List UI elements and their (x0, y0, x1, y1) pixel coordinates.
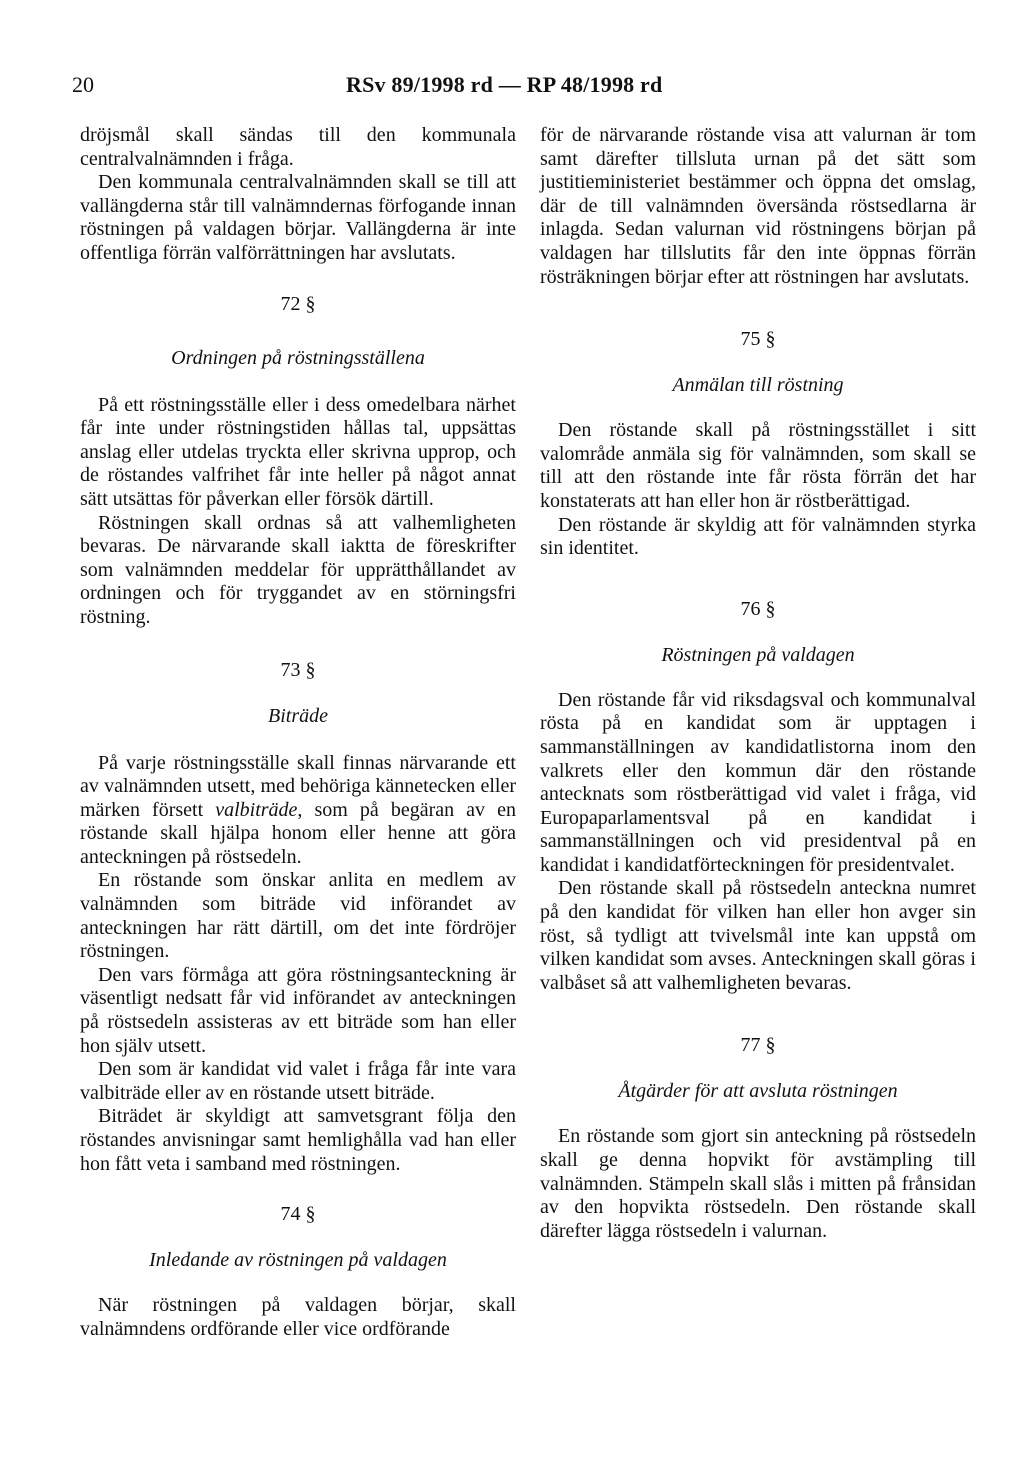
right-column (540, 124, 976, 1243)
section-title-76: Röstningen på valdagen (661, 643, 855, 666)
section-73-paragraph: Biträdet är skyldigt att samvetsgrant följa den röstandes anvisningar samt hemlighålla vad han eller hon fått veta i samband med röstningen. (80, 1105, 516, 1175)
section-number-75: 75 § (740, 328, 776, 351)
section-75-paragraph: Den röstande skall på röstningsstället i sitt valområde anmäla sig för valnämnden, som skall se till att den röstande inte får rösta förrän det har konstaterats att han eller hon är röstberättigad. (540, 419, 976, 512)
section-73-paragraph: Den som är kandidat vid valet i fråga får inte vara valbiträde eller av en röstande utsett biträde. (80, 1058, 516, 1104)
section-76-paragraph: Den röstande får vid riksdagsval och kommunalval rösta på en kandidat som är upptagen i sammanställningen av kandidatlistorna inom den valkrets eller den kommun där den röstande antecknats som röstberättigad vid valet i fråga, vid Europaparlamentsval på en kandidat i sammanställningen och vid presidentval på en kandidat i kandidatförteckningen för presidentvalet. (540, 688, 976, 876)
section-74-paragraph: När röstningen på valdagen börjar, skall valnämndens ordförande eller vice ordförande (80, 1294, 516, 1340)
section-72-paragraph: Röstningen skall ordnas så att valhemligheten bevaras. De närvarande skall iaktta de föreskrifter som valnämnden meddelar för upprätthållandet av ordningen och för tryggandet av en störningsfri röstning. (80, 511, 516, 628)
section-76-paragraph: Den röstande skall på röstsedeln anteckna numret på den kandidat för vilken han eller hon avger sin röst, så tydligt att tvivelsmål inte kan uppstå om vilken kandidat som avses. Anteckningen skall göras i valbåset så att valhemligheten bevaras. (540, 877, 976, 994)
page-number: 20 (72, 72, 94, 97)
section-number-73: 73 § (280, 658, 316, 681)
continuation-paragraph: för de närvarande röstande visa att valurnan är tom samt därefter tillsluta urnan på det sätt som justitieministeriet bestämmer och öppna det omslag, där de till valnämnden översända röstsedlarna är inlagda. Sedan valurnan vid röstningens början på valdagen har tillslutits får den inte öppnas förrän rösträkningen börjar efter att röstningen har avslutats. (540, 124, 976, 288)
section-title-77: Åtgärder för att avsluta röstningen (618, 1080, 898, 1103)
intro-paragraph: Den kommunala centralvalnämnden skall se till att vallängderna står till valnämndernas förfogande innan röstningen på valdagen börjar. Vallängderna är inte offentliga förrän valförrättningen har avslutats. (80, 171, 516, 264)
running-header: RSv 89/1998 rd — RP 48/1998 rd (346, 72, 663, 97)
section-title-74: Inledande av röstningen på valdagen (149, 1249, 447, 1272)
section-number-77: 77 § (740, 1034, 776, 1057)
section-73-paragraph: En röstande som önskar anlita en medlem av valnämnden som biträde vid införandet av anteckningen har rätt därtill, om det inte fördröjer röstningen. (80, 869, 516, 963)
section-number-76: 76 § (740, 597, 776, 620)
section-title-73: Biträde (268, 704, 328, 727)
section-72-paragraph: På ett röstningsställe eller i dess omedelbara närhet får inte under röstningstiden hållas tal, uppsättas anslag eller utdelas tryckta eller skrivna upprop, och de röstandes valfrihet får inte heller på något annat sätt utsättas för påverkan eller försök därtill. (80, 393, 516, 510)
section-number-74: 74 § (280, 1203, 316, 1226)
section-73-paragraph: Den vars förmåga att göra röstningsanteckning är väsentligt nedsatt får vid införandet av anteckningen på röstsedeln assisteras av ett biträde som han eller hon själv utsett. (80, 963, 516, 1057)
left-column (80, 124, 516, 1341)
section-title-75: Anmälan till röstning (672, 374, 844, 397)
section-number-72: 72 § (280, 292, 316, 315)
section-73-text-after: , som på begäran av en röstande skall hjälpa honom eller henne att göra anteckningen på röstsedeln. (80, 798, 516, 868)
section-77-paragraph: En röstande som gjort sin anteckning på röstsedeln skall ge denna hopvikt för avstämpling till valnämnden. Stämpeln skall slås i mitten på frånsidan av den hopvikta röstsedeln. Den röstande skall därefter lägga röstsedeln i valurnan. (540, 1125, 976, 1242)
section-73-text-before: På varje röstningsställe skall finnas närvarande ett av valnämnden utsett, med behöriga kännetecken eller märken försett (80, 751, 516, 821)
section-title-72: Ordningen på röstningsställena (171, 346, 425, 369)
section-75-paragraph: Den röstande är skyldig att för valnämnden styrka sin identitet. (540, 513, 976, 560)
valbitrade-term: valbiträde (215, 798, 298, 821)
section-73-paragraph (80, 752, 516, 870)
intro-paragraph: dröjsmål skall sändas till den kommunala centralvalnämnden i fråga. (80, 124, 516, 170)
